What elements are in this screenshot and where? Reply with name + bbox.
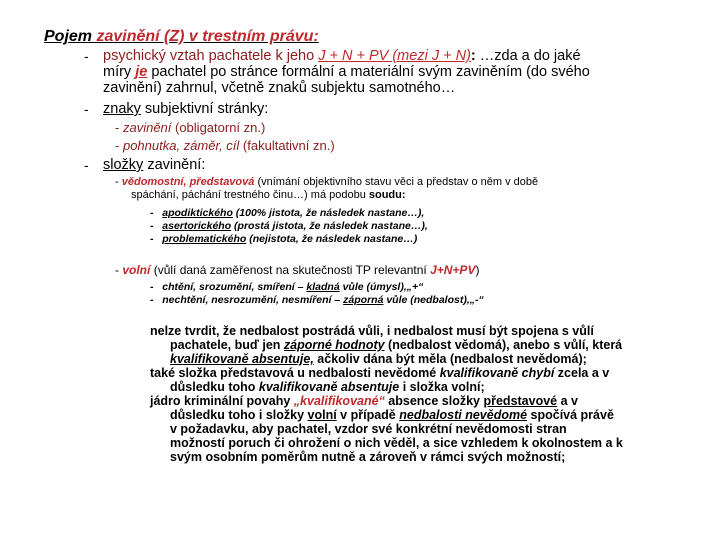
- page-title: [44, 28, 319, 46]
- bullet-1: [103, 48, 590, 96]
- bullet-1-line-3: zavinění) zahrnul, včetně znaků subjektu samotného…: [103, 80, 456, 96]
- will-list: [150, 281, 484, 307]
- title-suffix: v trestním právu:: [184, 28, 319, 45]
- sub-item-zavineni: - zavinění (obligatorní zn.): [115, 120, 266, 135]
- bullet-2-label: znaky: [103, 101, 141, 117]
- title-prefix: Pojem: [44, 28, 97, 45]
- component-volni: - volní (vůlí daná zaměřenost na skutečnosti TP relevantní J+N+PV): [115, 263, 480, 277]
- will-zaporna: - nechtění, nesrozumění, nesmíření – záporná vůle (nedbalost),„-“: [150, 294, 484, 306]
- judgment-apodikticky: - apodiktického (100% jistota, že následek nastane…),: [150, 207, 425, 219]
- bullet-2: znaky subjektivní stránky:: [103, 101, 269, 117]
- judgment-asertoricky: - asertorického (prostá jistota, že následek nastane…),: [150, 220, 428, 232]
- will-kladna: - chtění, srozumění, smíření – kladná vůle (úmysl),„+“: [150, 281, 424, 293]
- judgment-list: [150, 207, 428, 246]
- bullet-dash: -: [84, 157, 89, 173]
- title-term: zavinění (Z): [96, 28, 185, 45]
- bullet-1-line-1: psychický vztah pachatele k jeho J + N + PV (mezi J + N): …zda a do jaké: [103, 48, 581, 64]
- judgment-problematicky: - problematického (nejistota, že následek nastane…): [150, 233, 418, 245]
- bullet-1-line-2: míry je pachatel po stránce formální a materiální svým zaviněním (do svého: [103, 64, 590, 80]
- bullet-dash: -: [84, 101, 89, 117]
- explanatory-paragraph: nelze tvrdit, že nedbalost postrádá vůli, i nedbalost musí být spojena s vůlí pachatele, buď jen záporné hodnoty (nedbalost vědomá), anebo s vůlí, která kvalifikovaně absentuje, ačkoliv dána být měla (nedbalost nevědomá); také složka představová u nedbalosti nevědomé kvalifikovaně chybí zcela a v důsledku toho kvalifikovaně absentuje i složka volní; jádro kriminální povahy „kvalifikované“ absence složky představové a v důsledku toho i složky volní v případě nedbalosti nevědomé spočívá právě v požadavku, aby pachatel, vzdor své konkrétní nevědomosti stran možností poruch či ohrožení o nich věděl, a sice vzhledem k okolnostem a k svým osobním poměrům nutně a zároveň v rámci svých možností;: [150, 324, 623, 464]
- bullet-dash: -: [84, 48, 89, 64]
- bullet-3: složky zavinění:: [103, 157, 206, 173]
- formula-jnpv: J + N + PV (mezi J + N): [318, 48, 471, 64]
- sub-item-pohnutka: - pohnutka, záměr, cíl (fakultativní zn.): [115, 138, 335, 153]
- component-vedomostni: - vědomostní, představová (vnímání objektivního stavu věci a představ o něm v době spáchání, páchání trestného činu…) má podobu soudu:: [115, 176, 539, 201]
- bullet-3-label: složky: [103, 157, 144, 173]
